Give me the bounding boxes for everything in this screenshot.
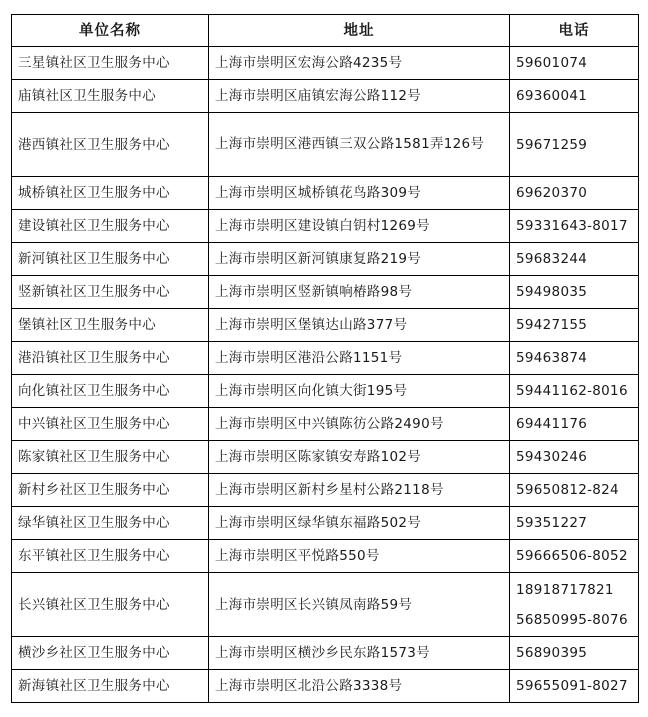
table-row (12, 441, 639, 474)
table-row (12, 573, 639, 637)
unit-name-cell: 庙镇社区卫生服务中心 (12, 80, 209, 113)
address-cell: 上海市崇明区横沙乡民东路1573号 (209, 637, 510, 670)
phone-cell: 59671259 (510, 113, 639, 177)
unit-name-cell: 陈家镇社区卫生服务中心 (12, 441, 209, 474)
unit-name-cell: 堡镇社区卫生服务中心 (12, 309, 209, 342)
unit-name-cell: 建设镇社区卫生服务中心 (12, 210, 209, 243)
unit-name-cell: 横沙乡社区卫生服务中心 (12, 637, 209, 670)
table-row (12, 80, 639, 113)
phone-cell: 59331643-8017 (510, 210, 639, 243)
header-row (12, 15, 639, 47)
phone-cell: 59498035 (510, 276, 639, 309)
phone-cell: 69620370 (510, 177, 639, 210)
address-cell: 上海市崇明区庙镇宏海公路112号 (209, 80, 510, 113)
address-cell: 上海市崇明区建设镇白钥村1269号 (209, 210, 510, 243)
table-row (12, 375, 639, 408)
address-cell: 上海市崇明区向化镇大街195号 (209, 375, 510, 408)
phone-line: 56850995-8076 (516, 611, 628, 628)
table-row (12, 408, 639, 441)
phone-cell: 59683244 (510, 243, 639, 276)
header-phone: 电话 (510, 15, 639, 47)
phone-cell: 56890395 (510, 637, 639, 670)
address-cell: 上海市崇明区城桥镇花鸟路309号 (209, 177, 510, 210)
phone-cell: 59666506-8052 (510, 540, 639, 573)
unit-name-cell: 新海镇社区卫生服务中心 (12, 670, 209, 703)
address-cell: 上海市崇明区陈家镇安寿路102号 (209, 441, 510, 474)
unit-name-cell: 港沿镇社区卫生服务中心 (12, 342, 209, 375)
unit-name-cell: 东平镇社区卫生服务中心 (12, 540, 209, 573)
table-row (12, 47, 639, 80)
phone-cell: 59351227 (510, 507, 639, 540)
unit-name-cell: 新村乡社区卫生服务中心 (12, 474, 209, 507)
unit-name-cell: 向化镇社区卫生服务中心 (12, 375, 209, 408)
address-cell: 上海市崇明区绿华镇东福路502号 (209, 507, 510, 540)
table-row (12, 210, 639, 243)
address-cell: 上海市崇明区平悦路550号 (209, 540, 510, 573)
phone-cell: 59463874 (510, 342, 639, 375)
header-address: 地址 (209, 15, 510, 47)
unit-name-cell: 竖新镇社区卫生服务中心 (12, 276, 209, 309)
phone-cell: 59427155 (510, 309, 639, 342)
phone-cell (510, 573, 639, 637)
address-cell: 上海市崇明区竖新镇响椿路98号 (209, 276, 510, 309)
address-cell: 上海市崇明区港西镇三双公路1581弄126号 (209, 113, 510, 177)
address-cell: 上海市崇明区宏海公路4235号 (209, 47, 510, 80)
table-row (12, 507, 639, 540)
phone-cell: 69360041 (510, 80, 639, 113)
address-cell: 上海市崇明区港沿公路1151号 (209, 342, 510, 375)
unit-name-cell: 长兴镇社区卫生服务中心 (12, 573, 209, 637)
table-row (12, 670, 639, 703)
phone-cell: 59441162-8016 (510, 375, 639, 408)
table-row (12, 540, 639, 573)
phone-cell: 59601074 (510, 47, 639, 80)
phone-cell: 59650812-824 (510, 474, 639, 507)
table-row (12, 309, 639, 342)
table-row (12, 637, 639, 670)
table-row (12, 113, 639, 177)
table-row (12, 276, 639, 309)
table-row (12, 342, 639, 375)
header-unit-name: 单位名称 (12, 15, 209, 47)
health-center-table (11, 14, 639, 703)
phone-cell: 59430246 (510, 441, 639, 474)
unit-name-cell: 绿华镇社区卫生服务中心 (12, 507, 209, 540)
phone-line: 18918717821 (516, 581, 614, 598)
unit-name-cell: 中兴镇社区卫生服务中心 (12, 408, 209, 441)
table-row (12, 177, 639, 210)
address-cell: 上海市崇明区北沿公路3338号 (209, 670, 510, 703)
unit-name-cell: 城桥镇社区卫生服务中心 (12, 177, 209, 210)
phone-cell: 59655091-8027 (510, 670, 639, 703)
address-cell: 上海市崇明区中兴镇陈彷公路2490号 (209, 408, 510, 441)
table-row (12, 243, 639, 276)
address-cell: 上海市崇明区新村乡星村公路2118号 (209, 474, 510, 507)
address-cell: 上海市崇明区新河镇康复路219号 (209, 243, 510, 276)
table-row (12, 474, 639, 507)
phone-cell: 69441176 (510, 408, 639, 441)
unit-name-cell: 港西镇社区卫生服务中心 (12, 113, 209, 177)
unit-name-cell: 三星镇社区卫生服务中心 (12, 47, 209, 80)
unit-name-cell: 新河镇社区卫生服务中心 (12, 243, 209, 276)
address-cell: 上海市崇明区堡镇达山路377号 (209, 309, 510, 342)
address-cell: 上海市崇明区长兴镇凤南路59号 (209, 573, 510, 637)
